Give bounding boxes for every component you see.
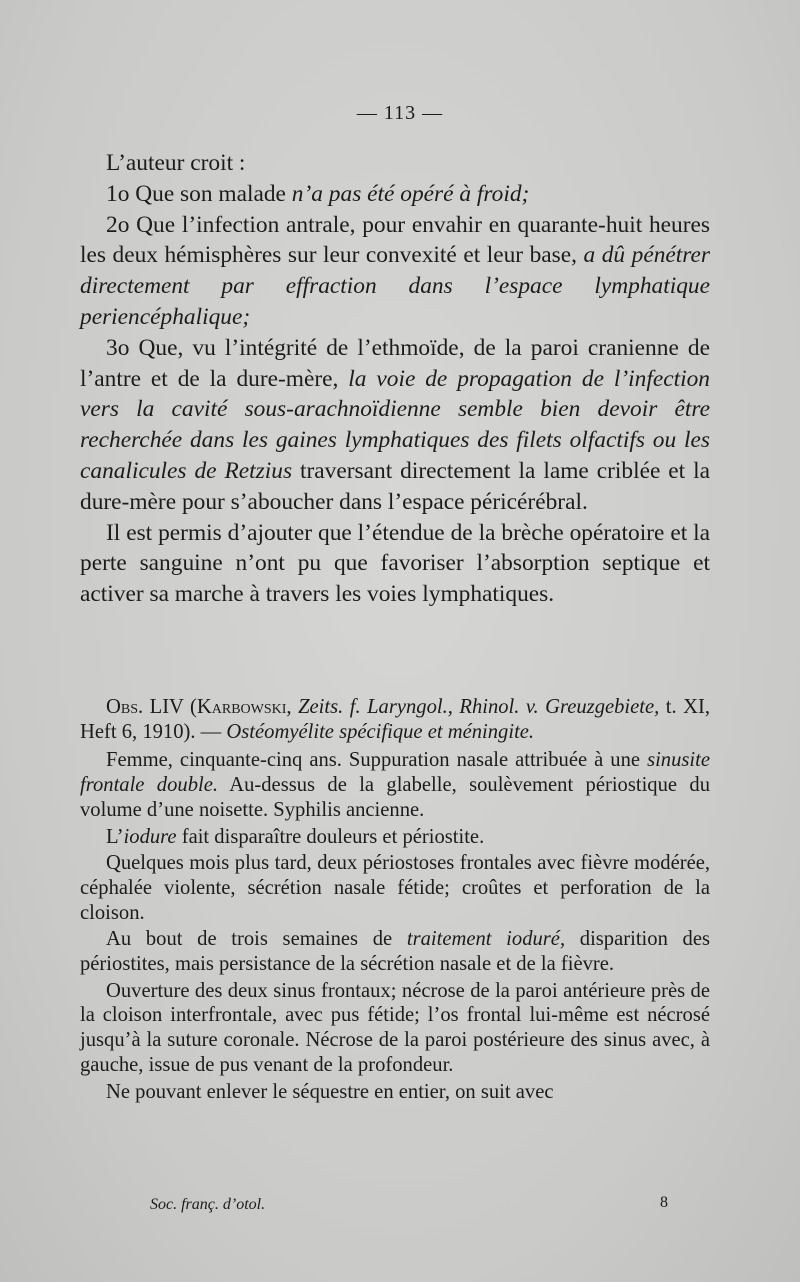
observation-block [80, 695, 710, 1104]
paragraph-point-3: 3o Que, vu l’intégrité de l’ethmoïde, de la paroi cranienne de l’antre et de la dure-mère, la voie de propagation de l’infection vers la cavité sous-arachnoïdienne semble bien devoir être recherchée dans les gaines lymphatiques des filets olfactifs ou les canalicules de Retzius traversant directement la lame criblée et la dure-mère pour s’aboucher dans l’espace péricérébral. [80, 334, 710, 515]
paragraph-point-1: 1o Que son malade n’a pas été opéré à froid; [106, 180, 530, 207]
obs-paragraph-4: Au bout de trois semaines de traitement ioduré, disparition des périostites, mais persistance de la sécrétion nasale et de la fièvre. [80, 928, 710, 976]
footer-sheet-number: 8 [660, 1194, 668, 1211]
obs-paragraph-1: Femme, cinquante-cinq ans. Suppuration nasale attribuée à une sinusite frontale double. Au-dessus de la glabelle, soulèvement périostique du volume d’une noisette. Syphilis ancienne. [80, 749, 710, 821]
obs-paragraph-3: Quelques mois plus tard, deux périostoses frontales avec fièvre modérée, céphalée violente, sécrétion nasale fétide; croûtes et perforation de la cloison. [80, 852, 710, 924]
main-text [80, 148, 710, 610]
paragraph-point-2: 2o Que l’infection antrale, pour envahir en quarante-huit heures les deux hémisphères sur leur convexité et leur base, a dû pénétrer directement par effraction dans l’espace lymphatique periencéphalique; [80, 211, 710, 330]
footer-signature: Soc. franç. d’otol. [150, 1196, 266, 1213]
page-number: — 113 — [356, 102, 444, 124]
obs-paragraph-6: Ne pouvant enlever le séquestre en entier, on suit avec [106, 1080, 554, 1103]
paragraph-conclusion: Il est permis d’ajouter que l’étendue de la brèche opératoire et la perte sanguine n’ont pu que favoriser l’absorption septique et activer sa marche à travers les voies lymphatiques. [80, 519, 710, 608]
obs-paragraph-2: L’iodure fait disparaître douleurs et périostite. [106, 825, 485, 848]
obs-paragraph-5: Ouverture des deux sinus frontaux; nécrose de la paroi antérieure près de la cloison interfrontale, avec pus fétide; l’os frontal lui-même est nécrosé jusqu’à la suture coronale. Nécrose de la paroi postérieure des sinus avec, à gauche, issue de pus venant de la profondeur. [80, 979, 710, 1076]
observation-heading: Obs. LIV (Karbowski, Zeits. f. Laryngol., Rhinol. v. Greuzgebiete, t. XI, Heft 6, 1910). — Ostéomyélite spécifique et méningite. [80, 696, 711, 743]
paragraph-intro: L’auteur croit : [106, 150, 246, 176]
